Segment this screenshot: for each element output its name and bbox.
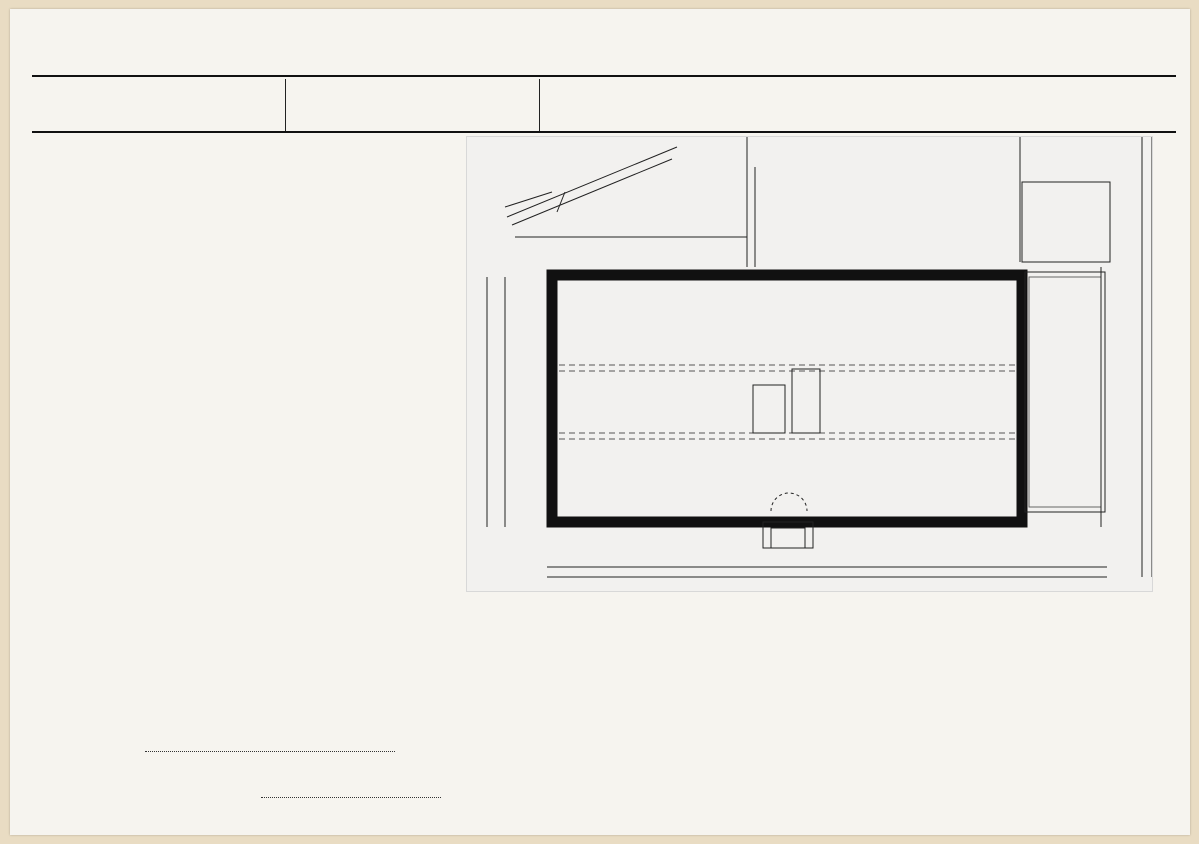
fields-rule — [32, 131, 1176, 133]
field-divider — [285, 79, 286, 131]
record-insert-card — [10, 9, 1190, 835]
north-arrow — [505, 147, 677, 225]
storage-line — [261, 797, 441, 798]
founder-line — [145, 751, 395, 752]
floor-plan-drawing — [466, 136, 1153, 592]
header-rule — [32, 75, 1176, 77]
field-divider — [539, 79, 540, 131]
staircase — [753, 369, 820, 433]
